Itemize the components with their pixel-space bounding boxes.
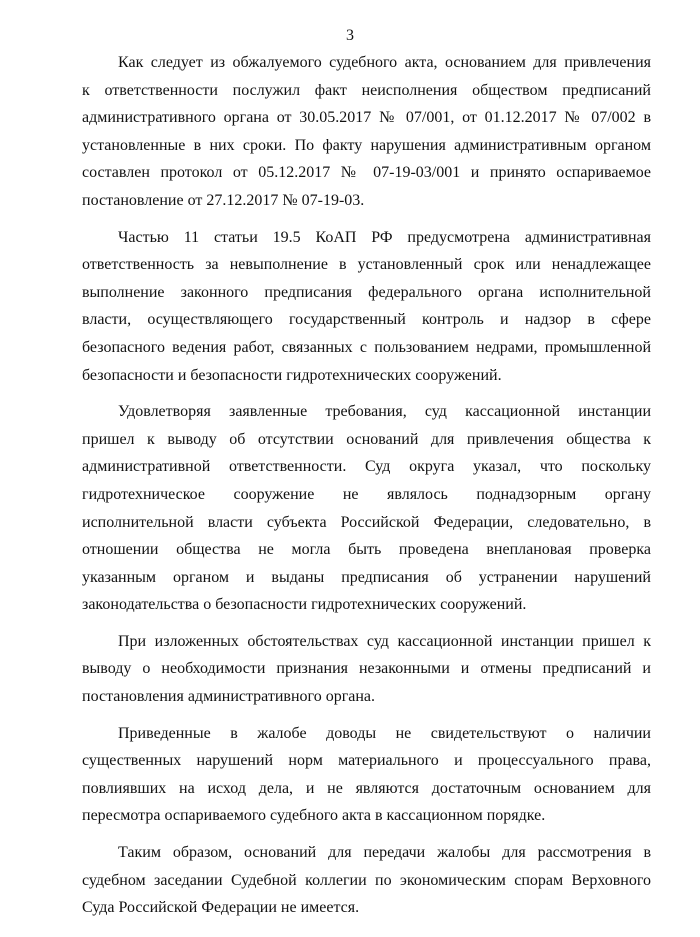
text-line: Таким образом, оснований для передачи жалобы для рассмотрения в (118, 844, 651, 862)
page-number: 3 (346, 27, 354, 44)
text-line: судебном заседании Судебной коллегии по экономическим спорам Верховного (82, 871, 651, 889)
text-line: составлен протокол от 05.12.2017 № 07-19-03/001 и принято оспариваемое (82, 164, 651, 182)
text-line: административного органа от 30.05.2017 № 07/001, от 01.12.2017 № 07/002 в (82, 109, 651, 127)
text-line: безопасности и безопасности гидротехнических сооружений. (82, 366, 502, 384)
text-line: пересмотра оспариваемого судебного акта в кассационном порядке. (82, 807, 546, 825)
text-line: безопасного ведения работ, связанных с пользованием недрами, промышленной (82, 338, 651, 356)
text-line: административной ответственности. Суд округа указал, что поскольку (82, 458, 651, 476)
text-line: законодательства о безопасности гидротехнических сооружений. (82, 596, 527, 614)
text-line: ответственность за невыполнение в установленный срок или ненадлежащее (82, 256, 651, 274)
paragraph-2 (82, 224, 651, 390)
text-line: Суда Российской Федерации не имеется. (82, 899, 360, 917)
text-line: власти, осуществляющего государственный контроль и надзор в сфере (82, 311, 651, 329)
text-line: Частью 11 статьи 19.5 КоАП РФ предусмотрена административная (118, 228, 651, 246)
text-line: гидротехническое сооружение не являлось поднадзорным органу (82, 485, 651, 503)
text-line: установленные в них сроки. По факту нарушения административным органом (82, 136, 651, 154)
text-line: существенных нарушений норм материального и процессуального права, (82, 752, 651, 770)
paragraph-3 (82, 398, 651, 619)
text-line: Удовлетворяя заявленные требования, суд кассационной инстанции (118, 403, 651, 421)
text-line: постановления административного органа. (82, 688, 376, 706)
text-line: При изложенных обстоятельствах суд кассационной инстанции пришел к (118, 632, 651, 650)
paragraph-4 (82, 628, 651, 711)
text-line: указанным органом и выданы предписания об устранении нарушений (82, 568, 651, 586)
text-line: постановление от 27.12.2017 № 07-19-03. (82, 191, 365, 209)
paragraph-6 (82, 839, 651, 922)
text-line: Приведенные в жалобе доводы не свидетельствуют о наличии (118, 724, 651, 742)
text-line: исполнительной власти субъекта Российской Федерации, следовательно, в (82, 513, 651, 531)
paragraph-1 (82, 49, 651, 215)
text-line: пришел к выводу об отсутствии оснований для привлечения общества к (82, 430, 651, 448)
text-line: Как следует из обжалуемого судебного акта, основанием для привлечения (118, 54, 651, 71)
text-line: к ответственности послужил факт неисполнения обществом предписаний (82, 81, 651, 99)
text-line: выводу о необходимости признания незаконными и отмены предписаний и (82, 660, 651, 678)
text-line: повлиявших на исход дела, и не являются достаточным основанием для (82, 779, 651, 797)
document-body (82, 49, 651, 931)
text-line: выполнение законного предписания федерального органа исполнительной (82, 283, 651, 301)
paragraph-5 (82, 720, 651, 830)
text-line: отношении общества не могла быть проведена внеплановая проверка (82, 541, 651, 559)
